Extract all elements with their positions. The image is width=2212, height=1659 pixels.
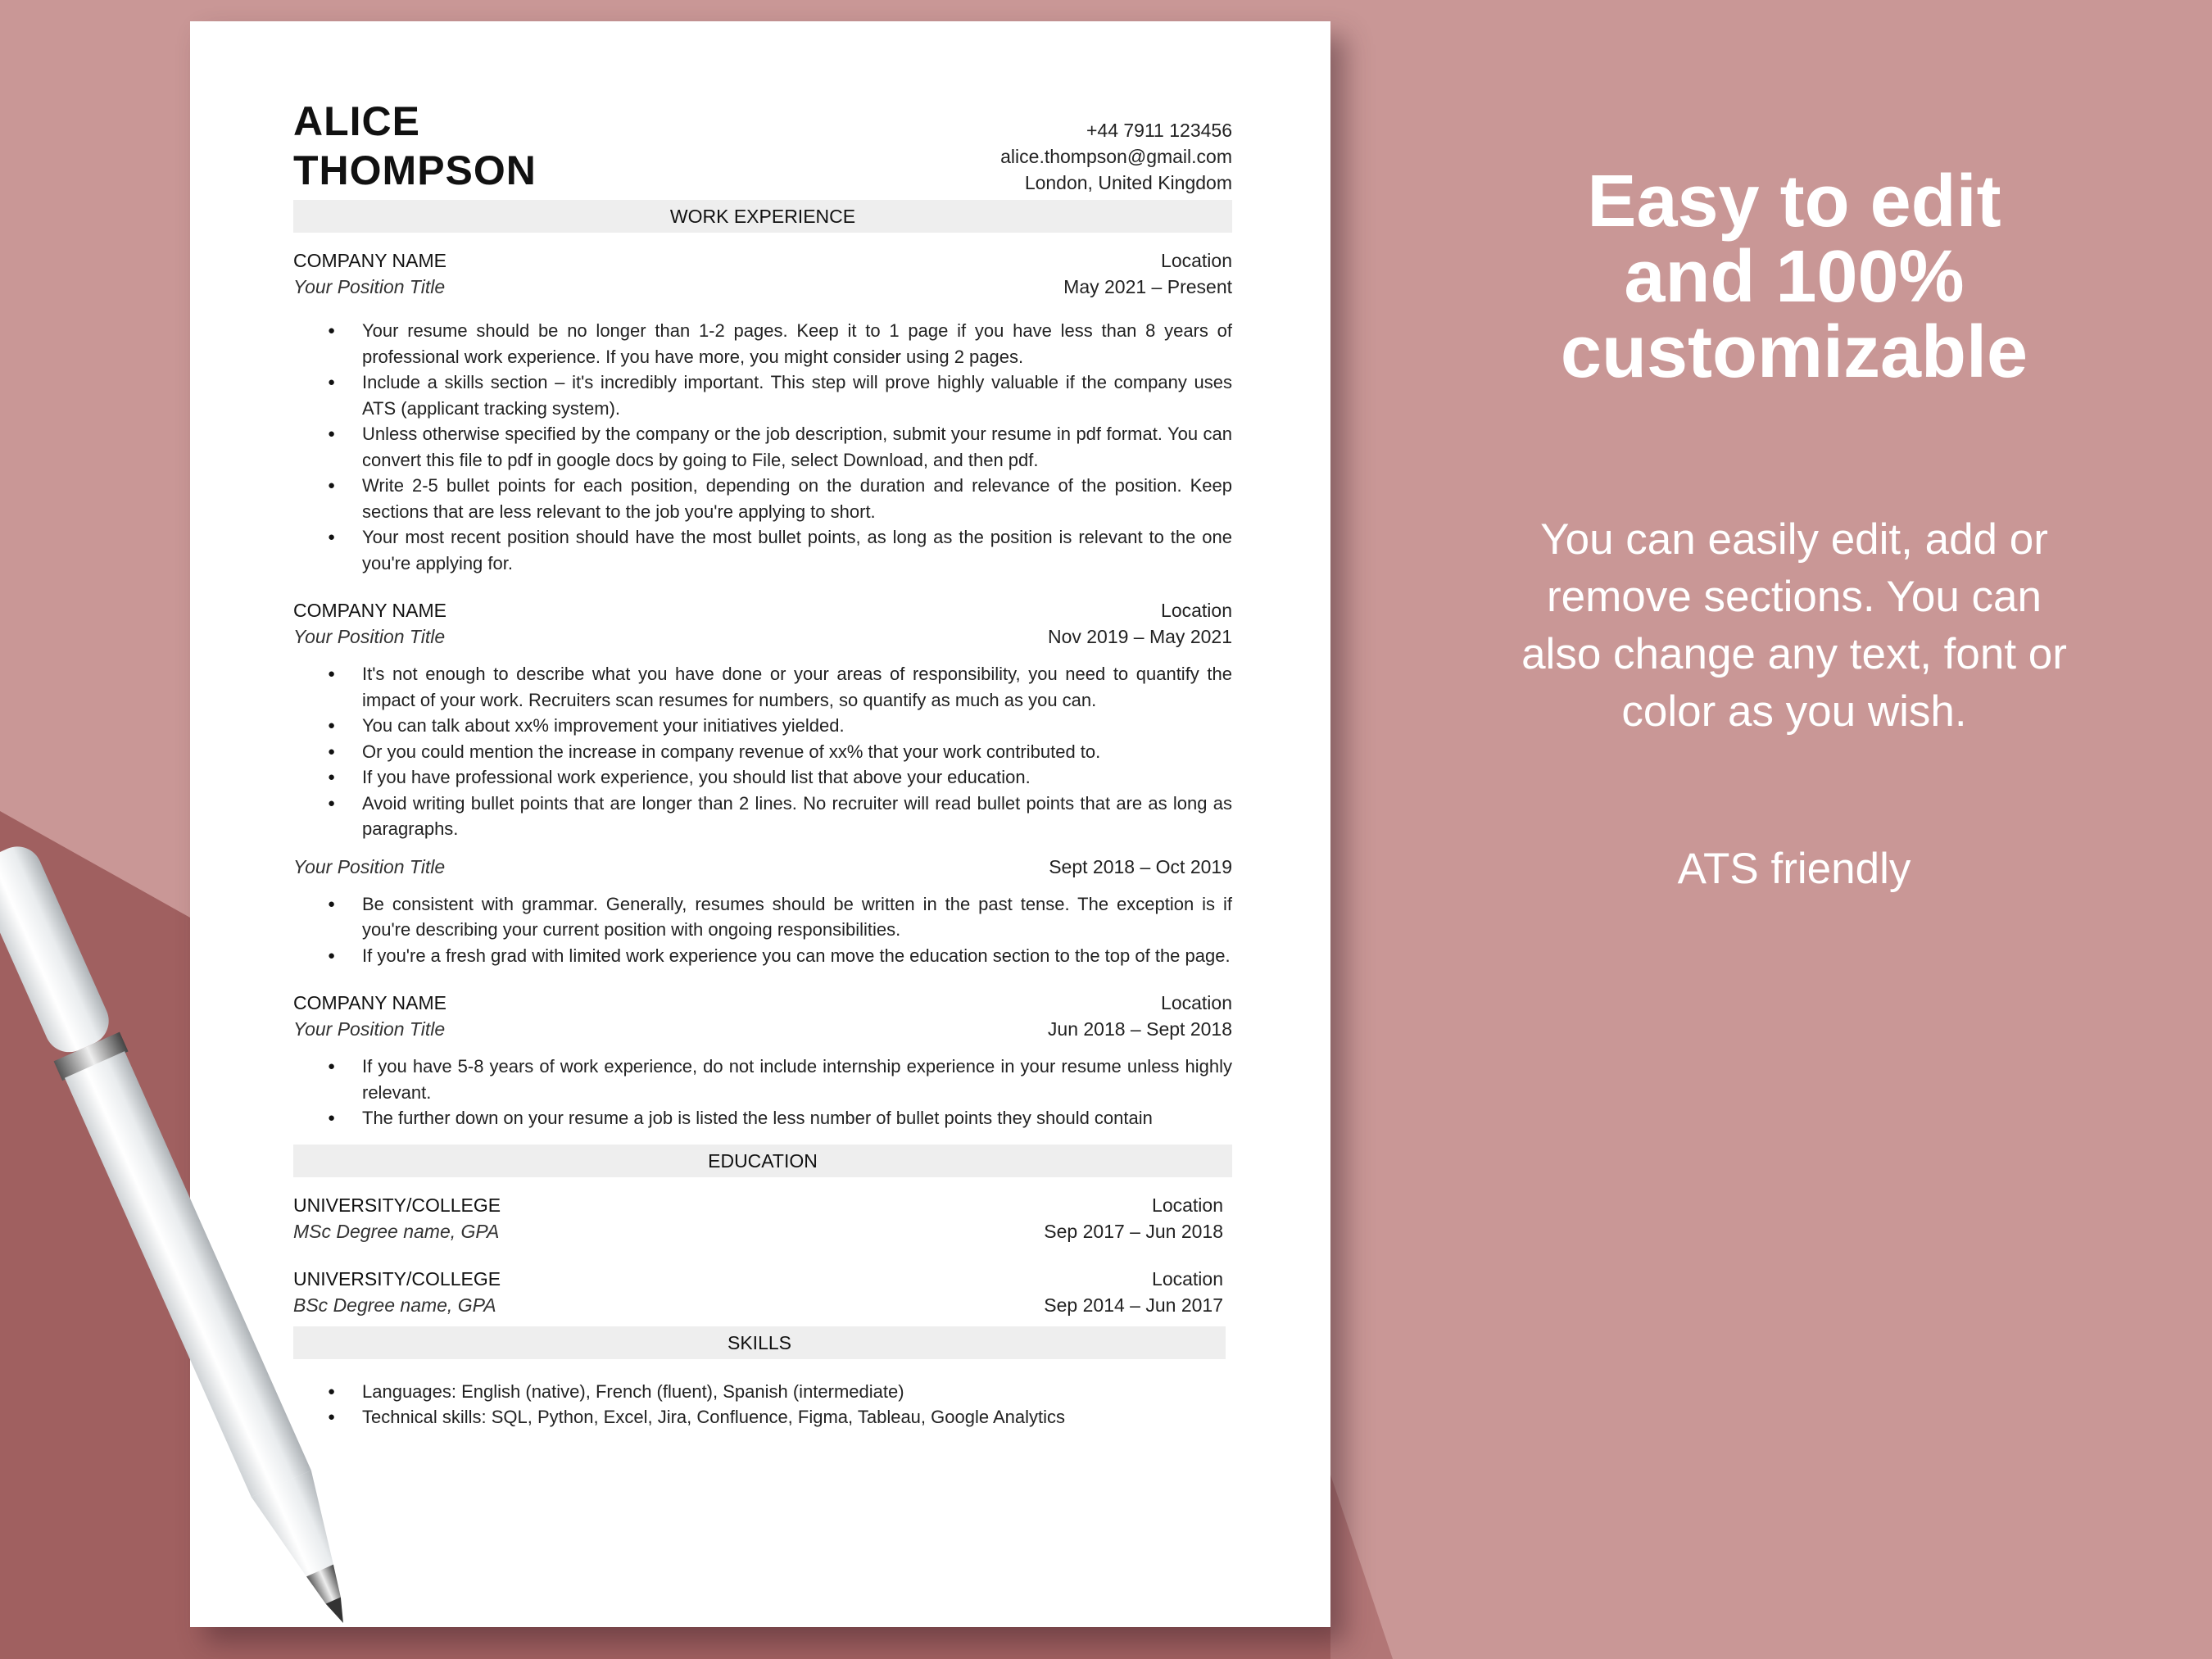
contact-address: London, United Kingdom	[1024, 172, 1232, 193]
name-line-2: THOMPSON	[293, 147, 537, 193]
bullet-item: ● Or you could mention the increase in company revenue of xx% that your work contributed to.	[362, 739, 1232, 765]
bullet-item: ● Unless otherwise specified by the company or the job description, submit your resume in pdf format. You can convert this file to pdf in google docs by going to File, select Download, and then pdf.	[362, 421, 1232, 473]
bullet-item: ● Include a skills section – it's incredibly important. This step will prove highly valuable if the company uses ATS (applicant tracking system).	[362, 369, 1232, 421]
education-dates: Sep 2014 – Jun 2017	[1044, 1294, 1223, 1316]
promo-headline	[1458, 161, 2130, 393]
bullet-item: ● If you're a fresh grad with limited work experience you can move the education section to the top of the page.	[362, 943, 1232, 969]
position-title: Your Position Title	[293, 626, 446, 647]
position-title: Your Position Title	[293, 855, 446, 877]
bullet-item: ● If you have 5-8 years of work experience, do not include internship experience in your resume unless highly relevant.	[362, 1054, 1232, 1105]
section-heading-education: EDUCATION	[293, 1145, 1232, 1177]
job-location: Location	[1161, 992, 1232, 1013]
promo-description-line-2: remove sections. You can	[1547, 573, 2042, 621]
bullet-item: ● The further down on your resume a job is listed the less number of bullet points they should contain	[362, 1105, 1232, 1131]
promo-description-line-3: also change any text, font or	[1521, 630, 2067, 678]
bullet-item: ● Write 2-5 bullet points for each position, depending on the duration and relevance of the position. Keep sections that are less relevant to the job you're applying to short.	[362, 473, 1232, 524]
degree-name: BSc Degree name, GPA	[293, 1294, 496, 1316]
promo-headline-line-2: and 100%	[1624, 236, 1965, 318]
school-location: Location	[1152, 1267, 1223, 1290]
school-name: UNIVERSITY/COLLEGE	[293, 1267, 501, 1290]
bullet-item: ● Be consistent with grammar. Generally, resumes should be written in the past tense. The exception is if you're describing your current position with ongoing responsibilities.	[362, 891, 1232, 943]
degree-name: MSc Degree name, GPA	[293, 1220, 500, 1242]
section-heading-work: WORK EXPERIENCE	[293, 200, 1232, 233]
promo-description-line-4: color as you wish.	[1621, 687, 1967, 736]
skill-item: ● Languages: English (native), French (fluent), Spanish (intermediate)	[362, 1379, 1232, 1405]
school-name: UNIVERSITY/COLLEGE	[293, 1194, 501, 1216]
promo-headline-line-3: customizable	[1560, 311, 2028, 393]
bullet-item: ● If you have professional work experience, you should list that above your education.	[362, 764, 1232, 791]
company-name: COMPANY NAME	[293, 600, 447, 621]
job-location: Location	[1161, 250, 1232, 271]
promo-ats-label: ATS friendly	[1677, 845, 1911, 893]
job-dates: Nov 2019 – May 2021	[1047, 626, 1232, 647]
school-location: Location	[1152, 1194, 1223, 1216]
bullet-item: ● Avoid writing bullet points that are longer than 2 lines. No recruiter will read bullet points that are as long as paragraphs.	[362, 791, 1232, 842]
name-line-1: ALICE	[293, 98, 420, 144]
education-dates: Sep 2017 – Jun 2018	[1044, 1220, 1223, 1242]
bullet-item: ● Your resume should be no longer than 1-2 pages. Keep it to 1 page if you have less than 8 years of professional work experience. If you have more, you might consider using 2 pages.	[362, 318, 1232, 369]
job-dates: Sept 2018 – Oct 2019	[1049, 855, 1232, 877]
company-name: COMPANY NAME	[293, 992, 447, 1013]
company-name: COMPANY NAME	[293, 250, 447, 271]
bullet-item: ● You can talk about xx% improvement your initiatives yielded.	[362, 713, 1232, 739]
contact-phone: +44 7911 123456	[1086, 120, 1232, 141]
job-dates: Jun 2018 – Sept 2018	[1047, 1018, 1232, 1040]
promo-description	[1483, 511, 2105, 741]
job-location: Location	[1161, 600, 1232, 621]
promo-headline-line-1: Easy to edit	[1587, 161, 2001, 243]
section-heading-skills: SKILLS	[293, 1326, 1226, 1359]
promo-description-line-1: You can easily edit, add or	[1540, 515, 2048, 564]
contact-email: alice.thompson@gmail.com	[1000, 146, 1232, 167]
position-title: Your Position Title	[293, 1018, 446, 1040]
position-title: Your Position Title	[293, 276, 446, 297]
bullet-item: ● Your most recent position should have the most bullet points, as long as the position is relevant to the one you're applying for.	[362, 524, 1232, 576]
bullet-item: ● It's not enough to describe what you have done or your areas of responsibility, you need to quantify the impact of your work. Recruiters scan resumes for numbers, so quantify as much as you can.	[362, 661, 1232, 713]
skill-item: ● Technical skills: SQL, Python, Excel, Jira, Confluence, Figma, Tableau, Google Analytics	[362, 1404, 1232, 1430]
job-dates: May 2021 – Present	[1063, 276, 1232, 297]
